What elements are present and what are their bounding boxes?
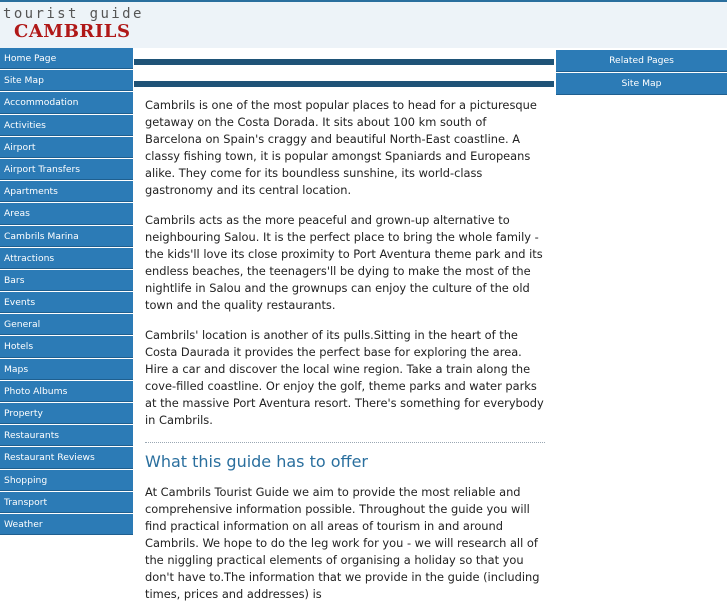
section-heading: What this guide has to offer <box>145 452 368 471</box>
related-pages-link[interactable]: Related Pages <box>556 50 727 72</box>
nav-item-weather[interactable]: Weather <box>0 514 133 535</box>
nav-item-accommodation[interactable]: Accommodation <box>0 92 133 113</box>
nav-item-attractions[interactable]: Attractions <box>0 248 133 269</box>
nav-item-apartments[interactable]: Apartments <box>0 181 133 202</box>
nav-item-activities[interactable]: Activities <box>0 115 133 136</box>
location-paragraph: Cambrils' location is another of its pulls.Sitting in the heart of the Costa Daurada it provides the perfect base for exploring the area. Hire a car and discover the local wine region. Take a train along the cove-filled coastline. Or enjoy the golf, theme parks and water parks at the massive Port Aventura resort. There's something for everybody in Cambrils. <box>145 328 544 427</box>
left-navigation <box>0 48 133 536</box>
logo-title[interactable]: CAMBRILS <box>14 21 131 42</box>
logo-tagline[interactable]: tourist guide <box>3 6 144 22</box>
nav-item-home-page[interactable]: Home Page <box>0 48 133 69</box>
main-content <box>145 97 545 616</box>
nav-item-site-map[interactable]: Site Map <box>0 70 133 91</box>
right-navigation <box>556 50 727 96</box>
nav-item-bars[interactable]: Bars <box>0 270 133 291</box>
nav-item-airport[interactable]: Airport <box>0 137 133 158</box>
nav-item-transport[interactable]: Transport <box>0 492 133 513</box>
nav-item-photo-albums[interactable]: Photo Albums <box>0 381 133 402</box>
guide-paragraph: At Cambrils Tourist Guide we aim to provide the most reliable and comprehensive information possible. Throughout the guide you will find practical information on all areas of tourism in and around Cambrils. We hope to do the leg work for you - we will research all of the niggling practical elements of organising a holiday so that you don't have to.The information that we provide in the guide (including times, prices and addresses) is <box>145 485 540 601</box>
nav-item-restaurant-reviews[interactable]: Restaurant Reviews <box>0 447 133 468</box>
content-divider <box>145 442 545 443</box>
site-header <box>0 0 727 48</box>
nav-item-property[interactable]: Property <box>0 403 133 424</box>
family-paragraph: Cambrils acts as the more peaceful and grown-up alternative to neighbouring Salou. It is the perfect place to bring the whole family - the kids'll love its close proximity to Port Aventura theme park and its endless beaches, the teenagers'll be dying to make the most of the nightlife in Salou and the grownups can enjoy the culture of the old town and the quality restaurants. <box>145 213 543 312</box>
nav-item-airport-transfers[interactable]: Airport Transfers <box>0 159 133 180</box>
bottom-divider-bar <box>134 81 554 87</box>
top-divider-bar <box>134 59 554 65</box>
intro-paragraph: Cambrils is one of the most popular places to head for a picturesque getaway on the Costa Dorada. It sits about 100 km south of Barcelona on Spain's craggy and beautiful North-East coastline. A classy fishing town, it is popular amongst Spaniards and Europeans alike. They come for its boundless sunshine, its world-class gastronomy and its central location. <box>145 98 537 197</box>
nav-item-restaurants[interactable]: Restaurants <box>0 425 133 446</box>
nav-item-cambrils-marina[interactable]: Cambrils Marina <box>0 226 133 247</box>
nav-item-general[interactable]: General <box>0 314 133 335</box>
nav-item-events[interactable]: Events <box>0 292 133 313</box>
nav-item-hotels[interactable]: Hotels <box>0 336 133 357</box>
nav-item-areas[interactable]: Areas <box>0 203 133 224</box>
nav-item-maps[interactable]: Maps <box>0 359 133 380</box>
nav-item-shopping[interactable]: Shopping <box>0 470 133 491</box>
right-site-map-link[interactable]: Site Map <box>556 73 727 95</box>
